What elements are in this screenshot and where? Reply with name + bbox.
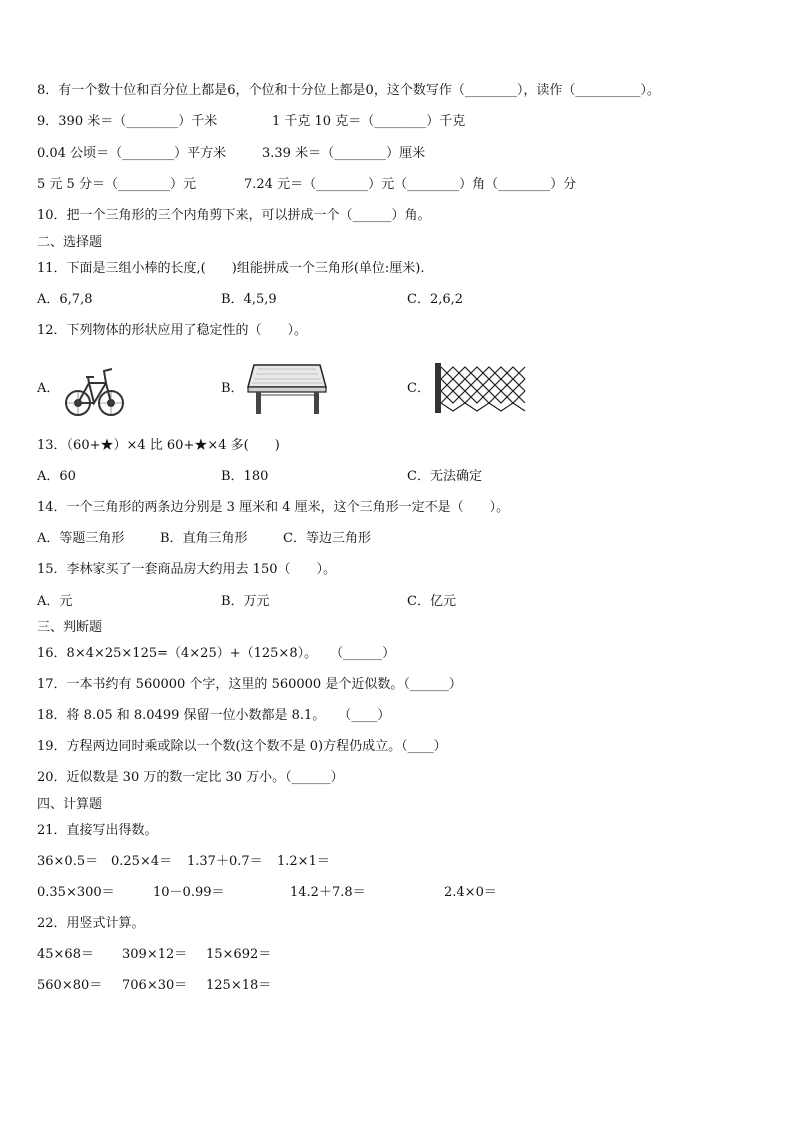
q12-option-c: C．: [407, 381, 430, 396]
q22-item-3: 15×692＝: [206, 947, 272, 962]
q14-option-c: C．等边三角形: [283, 531, 371, 546]
question-9-part-a: 9．390 米＝（________）千米: [37, 114, 218, 129]
q22-item-6: 125×18＝: [206, 978, 272, 993]
q21-item-3: 1.37＋0.7＝: [187, 854, 263, 869]
q11-option-c: C．2,6,2: [407, 292, 464, 307]
section-2-heading: 二、选择题: [37, 235, 103, 250]
q22-item-2: 309×12＝: [122, 947, 188, 962]
question-16: 16．8×4×25×125=（4×25）+（125×8）。 （______）: [37, 646, 396, 661]
q21-item-2: 0.25×4＝: [111, 854, 173, 869]
q12-option-b: B．: [221, 381, 244, 396]
q11-option-b: B．4,5,9: [221, 292, 277, 307]
question-12: 12．下列物体的形状应用了稳定性的（ ）。: [37, 323, 308, 338]
question-14: 14．一个三角形的两条边分别是 3 厘米和 4 厘米，这个三角形一定不是（ ）。: [37, 500, 510, 515]
q21-item-1: 36×0.5＝: [37, 854, 99, 869]
question-9-part-d: 3.39 米＝（________）厘米: [262, 146, 426, 161]
question-13: 13．（60+★）×4 比 60+★×4 多( ): [37, 438, 280, 453]
question-15: 15．李林家买了一套商品房大约用去 150（ ）。: [37, 562, 336, 577]
q11-option-a: A．6,7,8: [37, 292, 93, 307]
question-9-part-b: 1 千克 10 克＝（________）千克: [272, 114, 466, 129]
q22-item-4: 560×80＝: [37, 978, 103, 993]
question-9-part-e: 5 元 5 分＝（________）元: [37, 177, 196, 192]
q15-option-a: A．元: [37, 594, 73, 609]
bicycle-icon: [64, 357, 126, 421]
q21-item-8: 2.4×0＝: [444, 885, 497, 900]
q21-item-6: 10－0.99＝: [153, 885, 225, 900]
q13-option-a: A．60: [37, 469, 76, 484]
question-10: 10．把一个三角形的三个内角剪下来，可以拼成一个（______）角。: [37, 208, 431, 223]
q14-option-a: A．等题三角形: [37, 531, 125, 546]
question-11: 11．下面是三组小棒的长度,( )组能拼成一个三角形(单位:厘米).: [37, 261, 425, 276]
question-9-part-f: 7.24 元＝（________）元（________）角（________）分: [244, 177, 577, 192]
table-icon: [244, 361, 328, 419]
q12-option-a: A．: [37, 381, 60, 396]
question-9-part-c: 0.04 公顷＝（________）平方米: [37, 146, 227, 161]
question-19: 19．方程两边同时乘或除以一个数(这个数不是 0)方程仍成立。（____）: [37, 739, 447, 754]
q21-item-7: 14.2＋7.8＝: [290, 885, 366, 900]
question-20: 20．近似数是 30 万的数一定比 30 万小。（______）: [37, 770, 344, 785]
question-17: 17．一本书约有 560000 个字，这里的 560000 是个近似数。（______）: [37, 677, 462, 692]
question-8: 8．有一个数十位和百分位上都是6，个位和十分位上都是0，这个数写作（________），读作（__________）。: [37, 83, 660, 98]
section-3-heading: 三、判断题: [37, 620, 103, 635]
question-22: 22．用竖式计算。: [37, 916, 145, 931]
q13-option-b: B．180: [221, 469, 269, 484]
q14-option-b: B．直角三角形: [160, 531, 248, 546]
question-21: 21．直接写出得数。: [37, 823, 158, 838]
q22-item-5: 706×30＝: [122, 978, 188, 993]
folding-gate-icon: [433, 361, 531, 415]
q15-option-c: C．亿元: [407, 594, 456, 609]
section-4-heading: 四、计算题: [37, 797, 103, 812]
q21-item-4: 1.2×1＝: [277, 854, 330, 869]
q22-item-1: 45×68＝: [37, 947, 94, 962]
q21-item-5: 0.35×300＝: [37, 885, 115, 900]
q13-option-c: C．无法确定: [407, 469, 482, 484]
question-18: 18．将 8.05 和 8.0499 保留一位小数都是 8.1。 （____）: [37, 708, 391, 723]
q15-option-b: B．万元: [221, 594, 270, 609]
